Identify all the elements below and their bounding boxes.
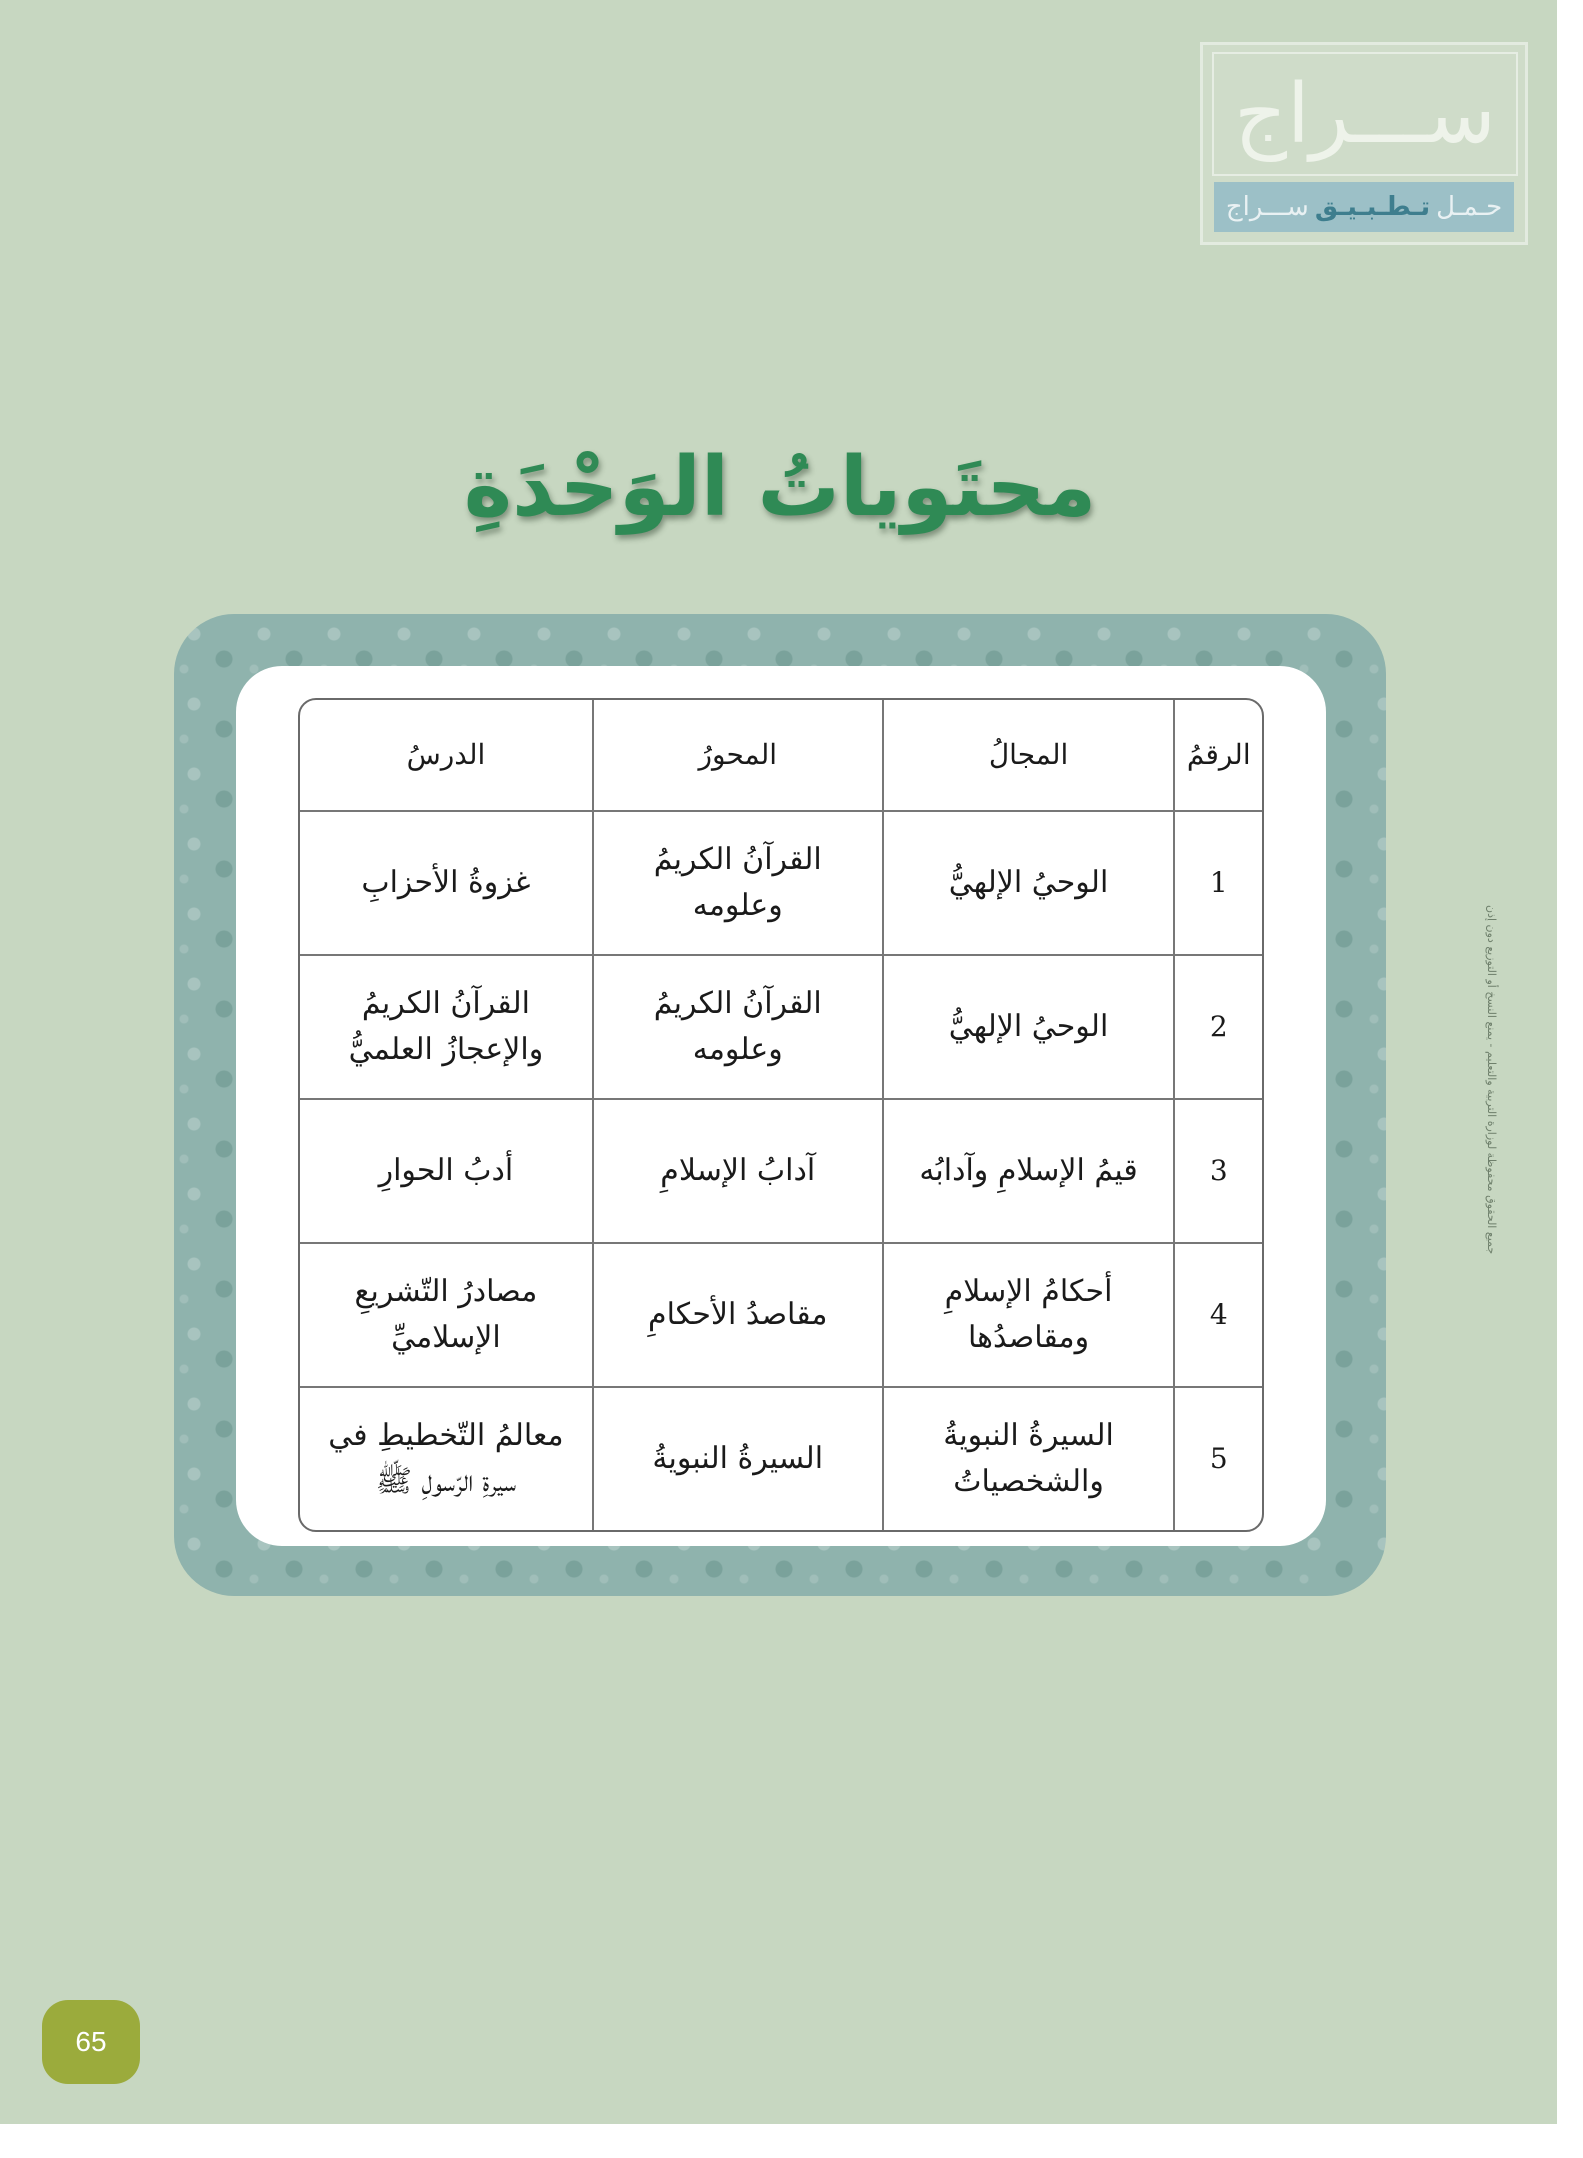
row-lesson-line: مصادرُ التّشريعِ <box>354 1273 538 1309</box>
row-axis-line: القرآنُ الكريمُ <box>653 985 822 1021</box>
row-lesson-line: معالمُ التّخطيطِ في <box>328 1417 564 1453</box>
row-field-line: السيرةُ النبويةُ <box>943 1417 1114 1453</box>
row-lesson-line: الإسلاميِّ <box>391 1320 501 1355</box>
page-title: محتَوياتُ الوَحْدَةِ <box>463 440 1097 535</box>
row-field-line: والشخصياتُ <box>953 1464 1104 1499</box>
siraj-logo-wordmark: ســـراج <box>1212 52 1518 176</box>
row-axis-line: القرآنُ الكريمُ <box>653 841 822 877</box>
row-field-line: الوحيُ الإلهيُّ <box>948 1008 1109 1044</box>
row-lesson-line: سيرةِ الرّسولِ ﷺ <box>375 1464 517 1499</box>
row-axis <box>592 1388 882 1530</box>
row-number: 1 <box>1173 812 1262 956</box>
row-field-line: الوحيُ الإلهيُّ <box>948 864 1109 900</box>
row-field <box>882 1100 1174 1244</box>
row-number: 5 <box>1173 1388 1262 1530</box>
table-row <box>300 1388 1262 1530</box>
row-axis-line: مقاصدُ الأحكامِ <box>648 1296 828 1332</box>
row-field <box>882 1388 1174 1530</box>
row-number: 3 <box>1173 1100 1262 1244</box>
header-lesson: الدرسُ <box>300 700 592 812</box>
row-axis <box>592 1244 882 1388</box>
row-field-line: قيمُ الإسلامِ وآدابُه <box>919 1152 1138 1188</box>
table-row <box>300 956 1262 1100</box>
copyright-strip: جميع الحقوق محفوظة لوزارة التربية والتعليم - يمنع النسخ أو التوزيع دون إذن <box>1485 905 1498 1255</box>
row-axis-line: السيرةُ النبويةُ <box>652 1440 824 1476</box>
row-lesson <box>300 1388 592 1530</box>
banner-suffix: ســـراج <box>1225 192 1309 222</box>
header-number: الرقمُ <box>1173 700 1262 812</box>
banner-prefix: حـمـل <box>1436 192 1503 222</box>
row-lesson-line: والإعجازُ العلميُّ <box>348 1032 544 1067</box>
row-lesson-line: غزوةُ الأحزابِ <box>361 864 531 900</box>
row-lesson-line: القرآنُ الكريمُ <box>361 985 530 1021</box>
header-axis: المحورُ <box>592 700 882 812</box>
row-field <box>882 1244 1174 1388</box>
row-field <box>882 956 1174 1100</box>
row-number: 4 <box>1173 1244 1262 1388</box>
row-lesson <box>300 956 592 1100</box>
unit-contents-table <box>298 698 1264 1532</box>
row-axis <box>592 956 882 1100</box>
row-axis-line: وعلومه <box>692 1032 783 1067</box>
row-axis-line: وعلومه <box>692 888 783 923</box>
table-row <box>300 812 1262 956</box>
row-axis <box>592 1100 882 1244</box>
row-axis-line: آدابُ الإسلامِ <box>660 1152 816 1188</box>
row-lesson-line: أدبُ الحوارِ <box>378 1152 514 1188</box>
header-field: المجالُ <box>882 700 1174 812</box>
row-field-line: أحكامُ الإسلامِ <box>944 1273 1113 1309</box>
row-number: 2 <box>1173 956 1262 1100</box>
siraj-logo[interactable] <box>1200 42 1528 245</box>
row-lesson <box>300 1100 592 1244</box>
table-header-row <box>300 700 1262 812</box>
row-field <box>882 812 1174 956</box>
row-axis <box>592 812 882 956</box>
page-number-badge: 65 <box>42 2000 140 2084</box>
table-row <box>300 1244 1262 1388</box>
row-field-line: ومقاصدُها <box>968 1320 1090 1355</box>
row-lesson <box>300 1244 592 1388</box>
siraj-app-banner[interactable] <box>1214 182 1514 232</box>
row-lesson <box>300 812 592 956</box>
table-row <box>300 1100 1262 1244</box>
banner-highlight: تـطـبـيـق <box>1314 192 1431 222</box>
